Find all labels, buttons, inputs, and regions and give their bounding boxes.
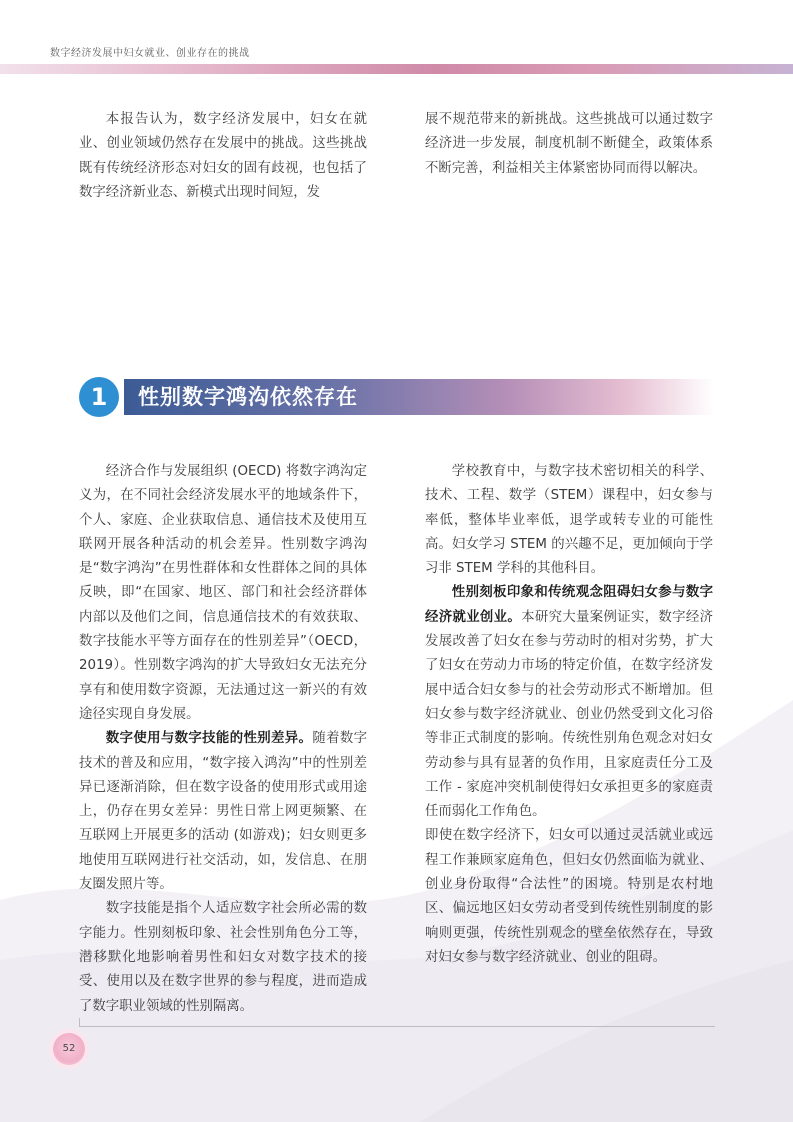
running-header-title: 数字经济发展中妇女就业、创业存在的挑战 bbox=[50, 48, 250, 59]
footer-tick bbox=[79, 1018, 80, 1026]
body-paragraph: 经济合作与发展组织 (OECD) 将数字鸿沟定义为，在不同社会经济发展水平的地域条件下，个人、家庭、企业获取信息、通信技术及使用互联网开展各种活动的机会差异。性别数字鸿沟是“数字鸿沟”在男性群体和女性群体之间的具体反映，即“在国家、地区、部门和社会经济群体内部以及他们之间，信息通信技术的有效获取、数字技能水平等方面存在的性别差异”（OECD，2019）。性别数字鸿沟的扩大导致妇女无法充分享有和使用数字资源，无法通过这一新兴的有效途径实现自身发展。 bbox=[79, 464, 367, 722]
section-heading-banner bbox=[124, 379, 714, 415]
header-gradient-bar bbox=[0, 64, 793, 74]
intro-paragraph-continued: 展不规范带来的新挑战。这些挑战可以通过数字经济进一步发展，制度机制不断健全，政策体系不断完善，利益相关主体紧密协同而得以解决。 bbox=[425, 112, 713, 176]
paragraph-lead-bold: 性别刻板印象和传统观念阻碍妇女参与数字经济就业创业。 bbox=[425, 585, 713, 625]
intro-left-column bbox=[79, 108, 367, 205]
body-right-column bbox=[425, 460, 713, 970]
body-paragraph bbox=[425, 581, 713, 824]
intro-right-column bbox=[425, 108, 713, 181]
body-left-column bbox=[79, 460, 367, 1019]
paragraph-lead-bold: 数字使用与数字技能的性别差异。 bbox=[105, 731, 313, 747]
paragraph-text: 本研究大量案例证实，数字经济发展改善了妇女在参与劳动时的相对劣势，扩大了妇女在劳动力市场的特定价值，在数字经济发展中适合妇女参与的社会劳动形式不断增加。但妇女参与数字经济就业、创业仍然受到文化习俗等非正式制度的影响。传统性别角色观念对妇女劳动参与具有显著的负作用，且家庭责任分工及工作 - 家庭冲突机制使得妇女承担更多的家庭责任而弱化工作角色。 bbox=[425, 609, 714, 820]
intro-paragraph: 本报告认为，数字经济发展中，妇女在就业、创业领域仍然存在发展中的挑战。这些挑战既有传统经济形态对妇女的固有歧视，也包括了数字经济新业态、新模式出现时间短，发 bbox=[79, 112, 367, 200]
body-paragraph: 即使在数字经济下，妇女可以通过灵活就业或远程工作兼顾家庭角色，但妇女仍然面临为就业、创业身份取得“合法性”的困境。特别是农村地区、偏远地区妇女劳动者受到传统性别制度的影响则更强，传统性别观念的壁垒依然存在，导致对妇女参与数字经济就业、创业的阻碍。 bbox=[425, 828, 713, 965]
body-paragraph: 学校教育中，与数字技术密切相关的科学、技术、工程、数学（STEM）课程中，妇女参与率低，整体毕业率低，退学或转专业的可能性高。妇女学习 STEM 的兴趣不足，更加倾向于学习非 STEM 学科的其他科目。 bbox=[425, 464, 713, 577]
body-paragraph: 数字技能是指个人适应数字社会所必需的数字能力。性别刻板印象、社会性别角色分工等，潜移默化地影响着男性和妇女对数字技术的接受、使用以及在数字世界的参与程度，进而造成了数字职业领域的性别隔离。 bbox=[79, 901, 367, 1014]
footer-rule bbox=[79, 1026, 715, 1027]
section-number-badge: 1 bbox=[79, 377, 119, 417]
page-number-badge: 52 bbox=[53, 1033, 85, 1065]
paragraph-text: 随着数字技术的普及和应用，“数字接入鸿沟”中的性别差异已逐渐消除，但在数字设备的使用形式或用途上，仍存在男女差异：男性日常上网更频繁、在互联网上开展更多的活动 (如游戏)；妇女则更多地使用互联网进行社交活动，如，发信息、在朋友圈发照片等。 bbox=[79, 731, 368, 893]
body-paragraph bbox=[79, 727, 367, 897]
section-heading: 性别数字鸿沟依然存在 bbox=[138, 385, 358, 409]
